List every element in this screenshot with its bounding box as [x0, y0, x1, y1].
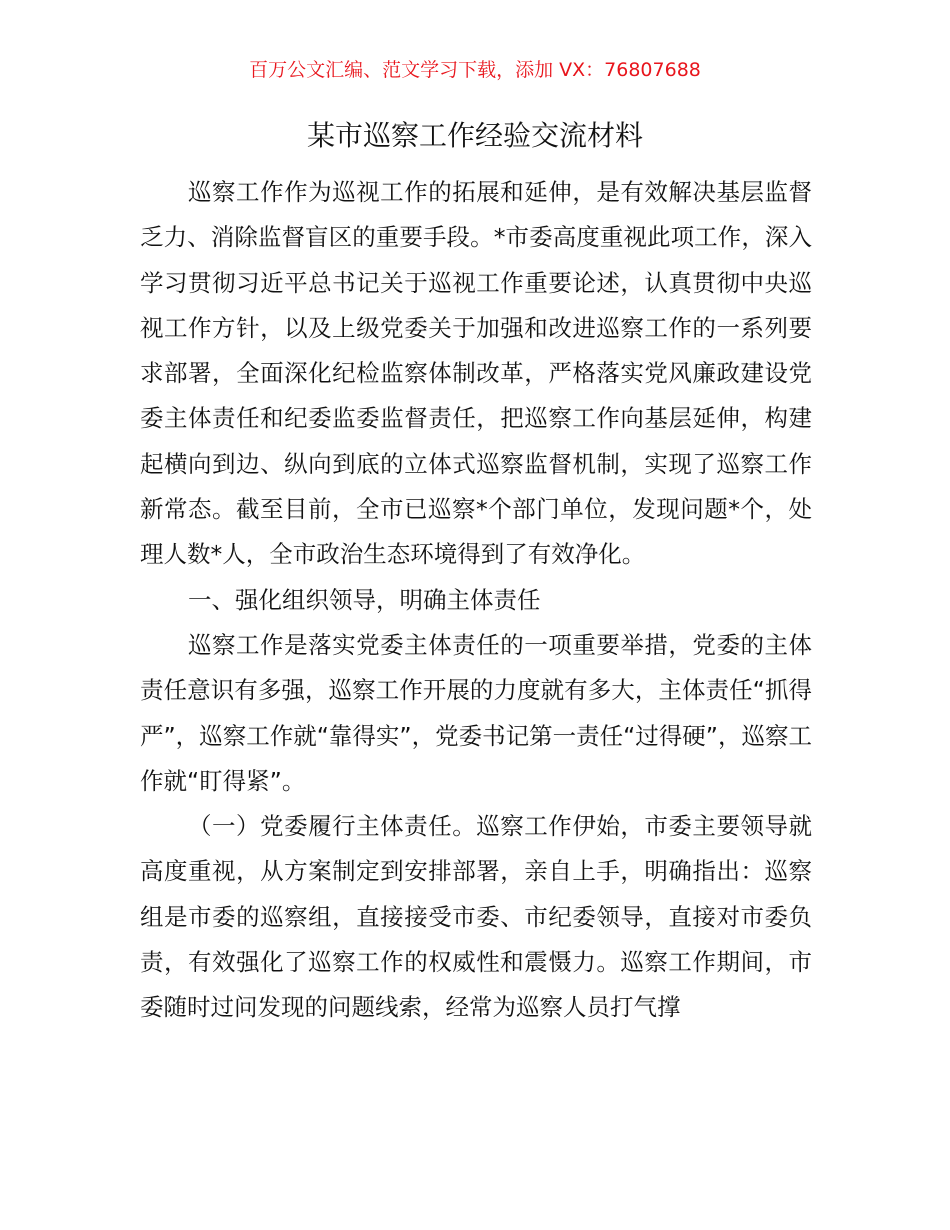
document-body: [140, 170, 812, 1031]
header-contact-note: 百万公文汇编、范文学习下载，添加 VX：76807688: [249, 59, 701, 81]
intro-paragraph: 巡察工作作为巡视工作的拓展和延伸，是有效解决基层监督乏力、消除监督盲区的重要手段。*市委高度重视此项工作，深入学习贯彻习近平总书记关于巡视工作重要论述，认真贯彻中央巡视工作方针，以及上级党委关于加强和改进巡察工作的一系列要求部署，全面深化纪检监察体制改革，严格落实党风廉政建设党委主体责任和纪委监委监督责任，把巡察工作向基层延伸，构建起横向到边、纵向到底的立体式巡察监督机制，实现了巡察工作新常态。截至目前，全市已巡察*个部门单位，发现问题*个，处理人数*人，全市政治生态环境得到了有效净化。: [140, 178, 812, 569]
document-title: 某市巡察工作经验交流材料: [306, 119, 643, 152]
section-1-paragraph: 巡察工作是落实党委主体责任的一项重要举措，党委的主体责任意识有多强，巡察工作开展的力度就有多大，主体责任“抓得严”，巡察工作就“靠得实”，党委书记第一责任“过得硬”，巡察工作就“盯得紧”。: [140, 630, 812, 795]
subsection-1-paragraph: （一）党委履行主体责任。巡察工作伊始，市委主要领导就高度重视，从方案制定到安排部署，亲自上手，明确指出：巡察组是市委的巡察组，直接接受市委、市纪委领导，直接对市委负责，有效强化了巡察工作的权威性和震慑力。巡察工作期间，市委随时过问发现的问题线索，经常为巡察人员打气撑: [140, 812, 812, 1022]
section-heading-1: 一、强化组织领导，明确主体责任: [188, 585, 541, 614]
